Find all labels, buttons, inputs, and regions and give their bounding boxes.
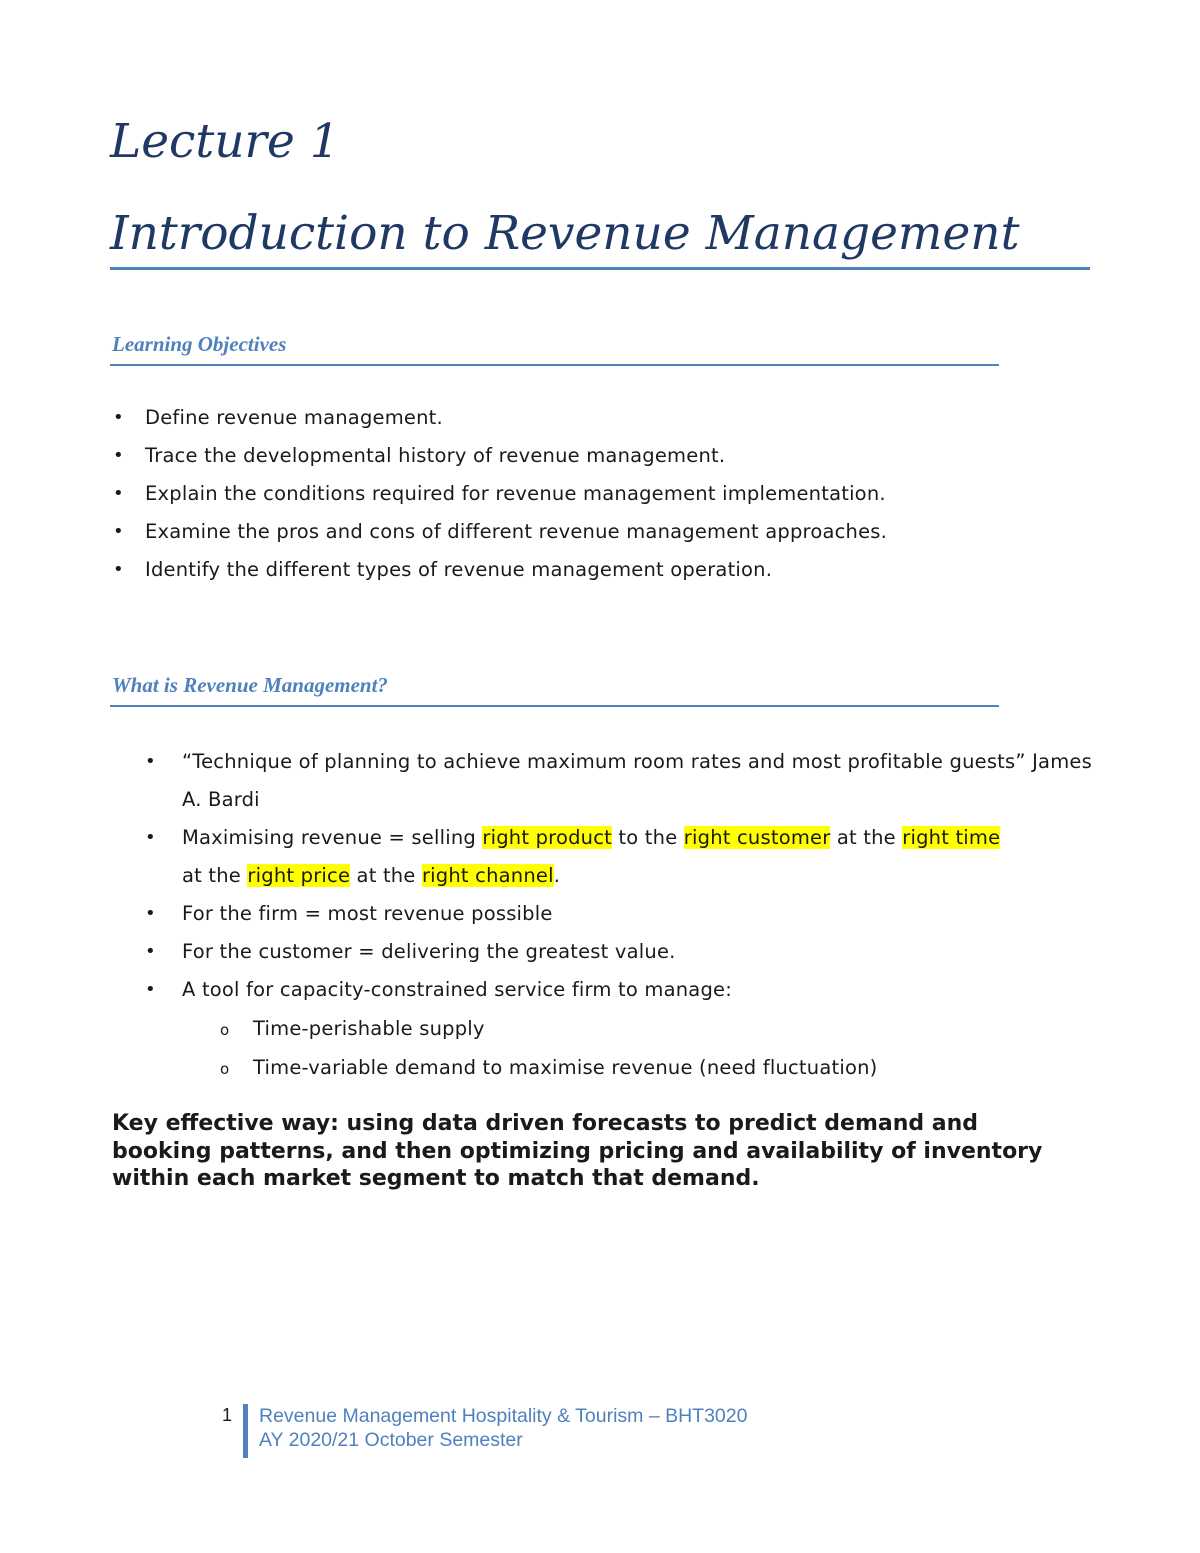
bullet-icon: •: [145, 751, 156, 772]
sub-list-item: o Time-perishable supply: [182, 1009, 1105, 1048]
footer-course-title: Revenue Management Hospitality & Tourism – BHT3020: [259, 1405, 748, 1427]
footer-semester: AY 2020/21 October Semester: [259, 1429, 523, 1451]
bullet-icon: •: [145, 903, 156, 924]
bullet-icon: •: [145, 979, 156, 1000]
list-item: • Define revenue management.: [110, 399, 1110, 437]
learning-objectives-divider: [110, 364, 999, 366]
firm-item: • For the firm = most revenue possible: [145, 895, 1105, 933]
page-number: 1: [222, 1405, 233, 1425]
bardi-quote-item: • “Technique of planning to achieve maximum room rates and most profitable guests” James A. Bardi: [145, 743, 1105, 819]
lecture-number-title: Lecture 1: [110, 114, 340, 169]
learning-objectives-list: [110, 399, 1110, 589]
tool-item: • A tool for capacity-constrained service firm to manage: o Time-perishable supply o Time-variable demand to maximise revenue (need fluctuation): [145, 971, 1105, 1087]
list-item: • Identify the different types of revenue management operation.: [110, 551, 1110, 589]
highlight-right-customer: right customer: [683, 826, 831, 849]
list-item: • Explain the conditions required for revenue management implementation.: [110, 475, 1110, 513]
footer-text: [259, 1404, 747, 1452]
circle-bullet-icon: o: [220, 1060, 230, 1078]
sub-list-item: o Time-variable demand to maximise revenue (need fluctuation): [182, 1048, 1105, 1087]
circle-bullet-icon: o: [220, 1021, 230, 1039]
what-is-rm-list: [145, 743, 1105, 1087]
highlight-right-price: right price: [247, 864, 351, 887]
bullet-icon: •: [145, 827, 156, 848]
title-divider: [110, 267, 1090, 270]
bullet-icon: •: [145, 941, 156, 962]
maximising-revenue-item: • Maximising revenue = selling right product to the right customer at the right time at the right price at the right channel.: [145, 819, 1105, 895]
bullet-icon: •: [113, 407, 124, 428]
key-effective-way-statement: Key effective way: using data driven forecasts to predict demand and booking patterns, and then optimizing pricing and availability of inventory within each market segment to match that demand.: [112, 1111, 1043, 1191]
list-item: • Examine the pros and cons of different revenue management approaches.: [110, 513, 1110, 551]
bullet-icon: •: [113, 445, 124, 466]
bullet-icon: •: [113, 483, 124, 504]
footer-accent-bar: [243, 1404, 248, 1458]
lecture-main-title: Introduction to Revenue Management: [110, 206, 1020, 261]
highlight-right-channel: right channel: [421, 864, 554, 887]
learning-objectives-heading: Learning Objectives: [112, 332, 287, 356]
what-is-rm-heading: What is Revenue Management?: [112, 673, 388, 697]
list-item: • Trace the developmental history of revenue management.: [110, 437, 1110, 475]
highlight-right-product: right product: [482, 826, 613, 849]
customer-item: • For the customer = delivering the greatest value.: [145, 933, 1105, 971]
tool-sub-list: [182, 1009, 1105, 1087]
what-is-rm-divider: [110, 705, 999, 707]
highlight-right-time: right time: [902, 826, 1001, 849]
bullet-icon: •: [113, 559, 124, 580]
bullet-icon: •: [113, 521, 124, 542]
